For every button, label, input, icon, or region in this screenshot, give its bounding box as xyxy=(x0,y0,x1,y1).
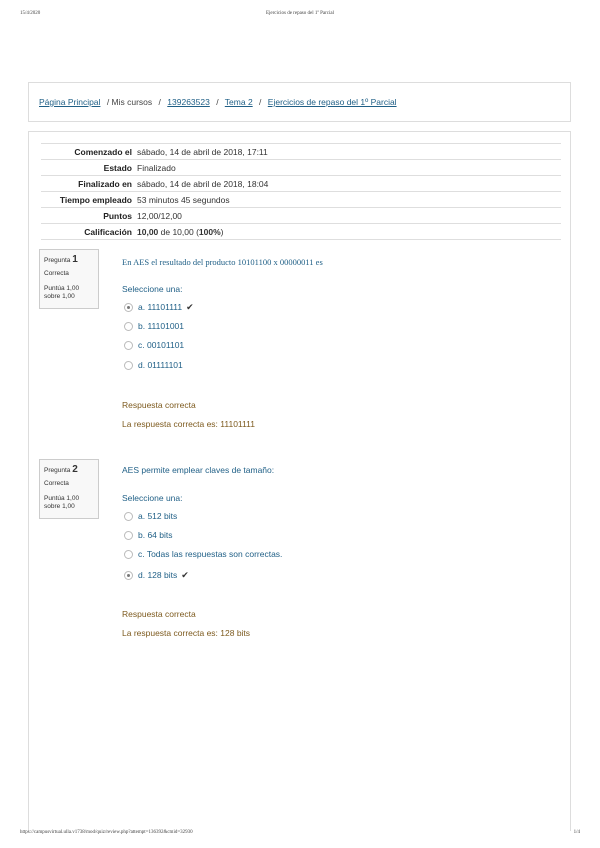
check-mark-icon: ✔ xyxy=(186,301,194,312)
print-url: https://campusvirtual.ulla.v1738/mod/quiz/review.php?attempt=136392&cmid=32930 xyxy=(20,830,193,835)
answer-option-label: d. 128 bits xyxy=(138,570,178,580)
feedback-text: Respuesta correcta xyxy=(122,609,196,619)
answer-option[interactable] xyxy=(124,339,184,351)
summary-row-time-taken xyxy=(41,192,561,208)
breadcrumb-separator: / xyxy=(158,97,161,107)
answer-option[interactable] xyxy=(124,301,194,313)
summary-row-finished xyxy=(41,176,561,192)
radio-button[interactable] xyxy=(124,361,133,370)
answer-option-label: c. 00101101 xyxy=(138,340,185,350)
radio-button-checked[interactable] xyxy=(124,303,133,312)
summary-value xyxy=(137,224,561,240)
question-info-box xyxy=(39,459,99,519)
grade-value: 10,00 xyxy=(137,226,159,237)
answer-option[interactable] xyxy=(124,529,173,541)
summary-label: Tiempo empleado xyxy=(59,194,132,205)
right-answer-text: La respuesta correcta es: 11101111 xyxy=(122,419,255,429)
breadcrumb-separator: / xyxy=(259,97,262,107)
grade-percent: 100% xyxy=(198,226,221,237)
breadcrumb-section-link[interactable]: Tema 2 xyxy=(224,97,253,107)
breadcrumb-home-link[interactable]: Página Principal xyxy=(39,97,101,107)
question-state: Correcta xyxy=(44,479,69,487)
answer-option-label: b. 11101001 xyxy=(138,321,185,331)
question-max-score: sobre 1,00 xyxy=(44,502,75,510)
answer-option[interactable] xyxy=(124,548,282,560)
question-number xyxy=(44,254,94,267)
breadcrumb-quiz-link[interactable]: Ejercicios de repaso del 1º Parcial xyxy=(267,97,397,107)
answer-option-label: d. 01111101 xyxy=(138,360,183,370)
summary-label: Comenzado el xyxy=(74,146,132,157)
answer-option[interactable] xyxy=(124,569,189,581)
attempt-summary-table xyxy=(41,143,561,240)
summary-label: Estado xyxy=(103,162,132,173)
breadcrumb-separator: / xyxy=(216,97,219,107)
summary-label: Calificación xyxy=(84,226,132,237)
question-label: Pregunta xyxy=(44,257,71,264)
answer-prompt: Seleccione una: xyxy=(122,493,183,503)
summary-value: Finalizado xyxy=(137,162,176,173)
answer-prompt: Seleccione una: xyxy=(122,284,183,294)
summary-label: Finalizado en xyxy=(78,178,132,189)
print-title: Ejercicios de repaso del 1º Parcial xyxy=(265,11,335,16)
grade-close: ) xyxy=(220,226,224,237)
radio-button[interactable] xyxy=(124,531,133,540)
answer-option[interactable] xyxy=(124,510,177,522)
answer-option-label: a. 512 bits xyxy=(138,511,178,521)
radio-button[interactable] xyxy=(124,550,133,559)
answer-option[interactable] xyxy=(124,320,184,332)
breadcrumb-my-courses: / Mis cursos xyxy=(106,97,153,107)
quiz-review-region xyxy=(28,131,571,831)
summary-value: 53 minutos 45 segundos xyxy=(137,194,230,205)
question-label: Pregunta xyxy=(44,467,71,474)
summary-row-state xyxy=(41,160,561,176)
breadcrumb-course-link[interactable]: 139263523 xyxy=(167,97,210,107)
summary-row-started xyxy=(41,144,561,160)
check-mark-icon: ✔ xyxy=(181,569,189,580)
question-number xyxy=(44,464,94,477)
summary-value: 12,00/12,00 xyxy=(137,210,182,221)
answer-option[interactable] xyxy=(124,359,183,371)
summary-label: Puntos xyxy=(103,210,132,221)
print-page-number: 1/4 xyxy=(573,830,580,835)
radio-button-checked[interactable] xyxy=(124,571,133,580)
question-text: En AES el resultado del producto 10101100 x 00000011 es xyxy=(122,257,323,267)
summary-value: sábado, 14 de abril de 2018, 18:04 xyxy=(137,178,269,189)
right-answer-text: La respuesta correcta es: 128 bits xyxy=(122,628,251,638)
answer-option-label: a. 11101111 xyxy=(138,302,183,312)
radio-button[interactable] xyxy=(124,512,133,521)
question-score: Puntúa 1,00 xyxy=(44,284,80,292)
question-state: Correcta xyxy=(44,269,69,277)
grade-out-of: de 10,00 ( xyxy=(158,226,199,237)
answer-option-label: b. 64 bits xyxy=(138,530,173,540)
question-max-score: sobre 1,00 xyxy=(44,292,75,300)
radio-button[interactable] xyxy=(124,341,133,350)
feedback-text: Respuesta correcta xyxy=(122,400,196,410)
summary-row-points xyxy=(41,208,561,224)
breadcrumb xyxy=(28,82,571,122)
radio-button[interactable] xyxy=(124,322,133,331)
summary-value: sábado, 14 de abril de 2018, 17:11 xyxy=(137,146,268,157)
question-info-box xyxy=(39,249,99,309)
summary-row-grade xyxy=(41,224,561,240)
question-score: Puntúa 1,00 xyxy=(44,494,80,502)
print-date: 15/4/2020 xyxy=(20,11,41,16)
question-number-value: 1 xyxy=(72,254,78,265)
question-text: AES permite emplear claves de tamaño: xyxy=(122,465,275,475)
answer-option-label: c. Todas las respuestas son correctas. xyxy=(138,549,283,559)
question-number-value: 2 xyxy=(72,464,78,475)
